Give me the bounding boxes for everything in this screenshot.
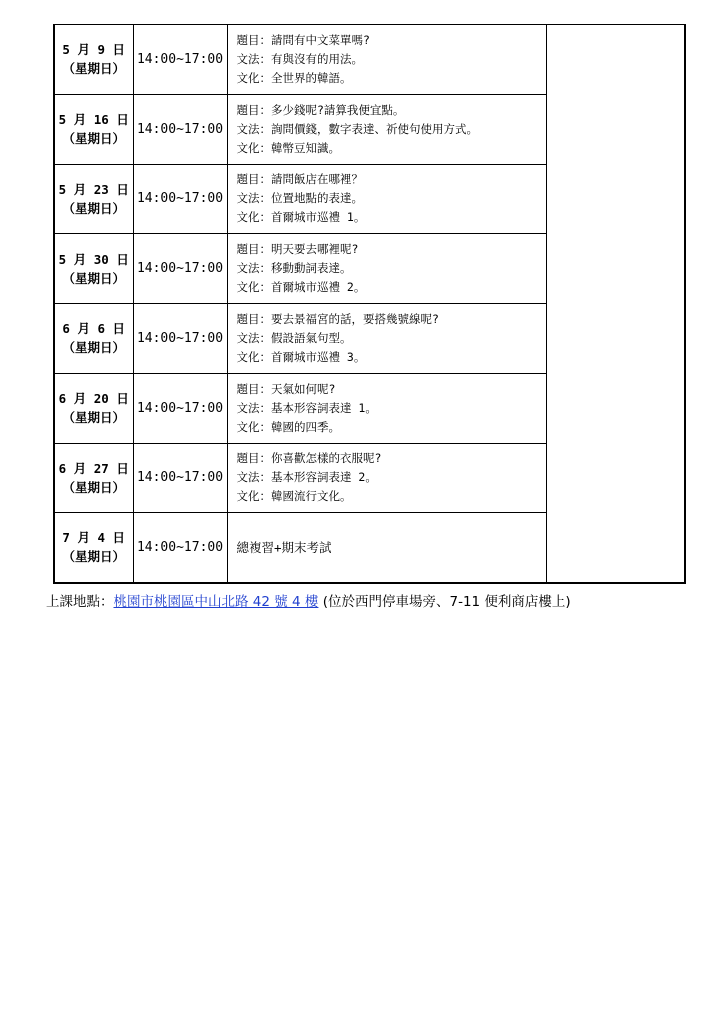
session-weekday: （星期日）: [62, 200, 125, 216]
class-location: [46, 590, 571, 610]
notes-cell: [546, 25, 685, 583]
session-topic: 題目：你喜歡怎樣的衣服呢?: [236, 451, 382, 466]
session-weekday: （星期日）: [62, 479, 125, 495]
session-culture: 文化：首爾城市巡禮 1。: [236, 210, 366, 225]
location-address-link[interactable]: 桃園市桃園區中山北路 42 號 4 樓: [113, 594, 319, 610]
content-cell: [227, 25, 546, 95]
session-time: 14:00~17:00: [133, 513, 227, 583]
session-date: 6 月 20 日: [58, 391, 129, 407]
content-cell: [227, 234, 546, 304]
session-date: 6 月 6 日: [62, 321, 126, 337]
session-weekday: （星期日）: [62, 549, 125, 565]
session-culture: 文化：首爾城市巡禮 2。: [236, 280, 366, 295]
content-cell: [227, 443, 546, 513]
date-cell: [54, 94, 133, 164]
content-cell: [227, 304, 546, 374]
session-time: 14:00~17:00: [133, 164, 227, 234]
session-grammar: 文法：基本形容詞表達 1。: [236, 400, 377, 415]
session-date: 5 月 9 日: [62, 42, 126, 58]
session-time: 14:00~17:00: [133, 25, 227, 95]
session-time: 14:00~17:00: [133, 94, 227, 164]
session-date: 5 月 30 日: [58, 251, 129, 267]
date-cell: [54, 513, 133, 583]
session-topic: 題目：請問有中文菜單嗎?: [236, 32, 370, 47]
location-note: (位於西門停車場旁、7-11 便利商店樓上): [318, 594, 571, 610]
session-culture: 文化：首爾城市巡禮 3。: [236, 349, 366, 364]
session-topic: 題目：多少錢呢?請算我便宜點。: [236, 102, 405, 117]
session-grammar: 文法：假設語氣句型。: [236, 330, 352, 345]
session-topic: 題目：要去景福宮的話，要搭幾號線呢?: [236, 311, 439, 326]
session-weekday: （星期日）: [62, 340, 125, 356]
session-grammar: 文法：移動動詞表達。: [236, 261, 352, 276]
session-grammar: 文法：有與沒有的用法。: [236, 51, 363, 66]
content-cell: [227, 94, 546, 164]
session-culture: 文化：韓國的四季。: [236, 419, 340, 434]
session-time: 14:00~17:00: [133, 373, 227, 443]
date-cell: [54, 373, 133, 443]
final-review-content: 總複習+期末考試: [227, 513, 546, 583]
session-culture: 文化：韓國流行文化。: [236, 489, 352, 504]
content-cell: [227, 164, 546, 234]
session-topic: 題目：請問飯店在哪裡？: [236, 172, 363, 187]
session-time: 14:00~17:00: [133, 443, 227, 513]
session-date: 5 月 16 日: [58, 112, 129, 128]
date-cell: [54, 164, 133, 234]
session-grammar: 文法：詢問價錢，數字表達、祈使句使用方式。: [236, 121, 478, 136]
location-label: 上課地點：: [46, 594, 114, 610]
session-culture: 文化：韓幣豆知識。: [236, 140, 340, 155]
session-date: 5 月 23 日: [58, 181, 129, 197]
session-date: 7 月 4 日: [62, 530, 126, 546]
session-date: 6 月 27 日: [58, 460, 129, 476]
session-time: 14:00~17:00: [133, 234, 227, 304]
content-cell: [227, 373, 546, 443]
session-weekday: （星期日）: [62, 61, 125, 77]
date-cell: [54, 234, 133, 304]
session-weekday: （星期日）: [62, 270, 125, 286]
session-weekday: （星期日）: [62, 410, 125, 426]
course-schedule-table: [53, 24, 686, 584]
session-time: 14:00~17:00: [133, 304, 227, 374]
date-cell: [54, 443, 133, 513]
session-grammar: 文法：基本形容詞表達 2。: [236, 470, 377, 485]
table-row: [54, 25, 685, 95]
session-culture: 文化：全世界的韓語。: [236, 70, 352, 85]
session-weekday: （星期日）: [62, 131, 125, 147]
session-topic: 題目：明天要去哪裡呢?: [236, 242, 359, 257]
date-cell: [54, 25, 133, 95]
session-grammar: 文法：位置地點的表達。: [236, 191, 363, 206]
date-cell: [54, 304, 133, 374]
session-topic: 題目：天氣如何呢?: [236, 381, 336, 396]
